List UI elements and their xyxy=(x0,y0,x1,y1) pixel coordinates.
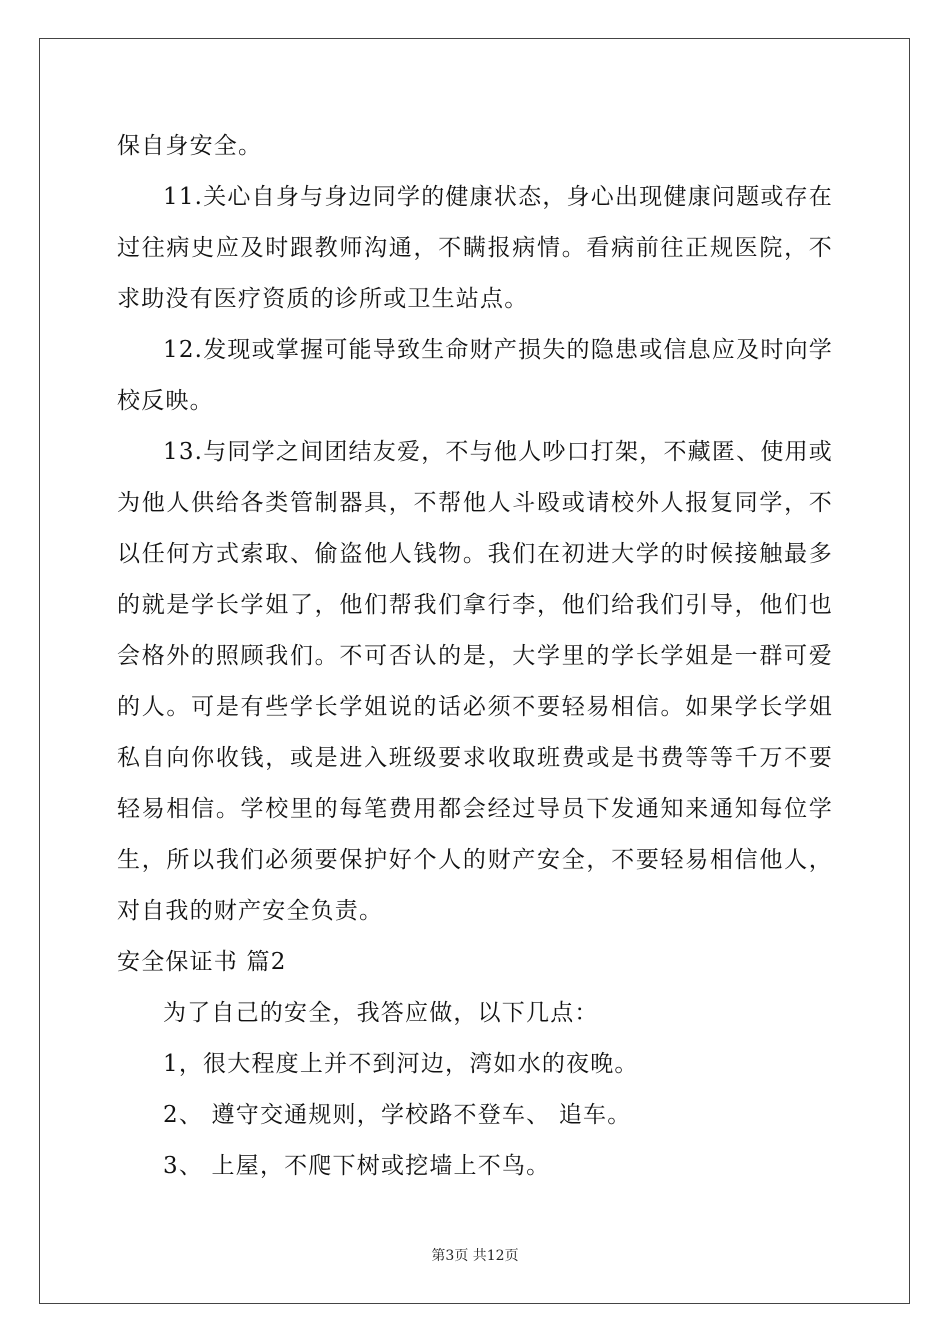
section-intro: 为了自己的安全，我答应做，以下几点： xyxy=(163,1000,599,1026)
section-item-3: 3、 上屋，不爬下树或挖墙上不鸟。 xyxy=(163,1153,551,1179)
paragraph-continuation: 保自身安全。 xyxy=(117,133,263,159)
section-item-1: 1，很大程度上并不到河边，湾如水的夜晚。 xyxy=(163,1051,639,1077)
paragraph-item-12: 12.发现或掌握可能导致生命财产损失的隐患或信息应及时向学校反映。 xyxy=(117,337,833,414)
document-body xyxy=(117,121,833,1192)
section-item-2: 2、 遵守交通规则，学校路不登车、 追车。 xyxy=(163,1102,632,1128)
page-number-footer: 第3页 共12页 xyxy=(431,1248,519,1264)
paragraph-item-13: 13.与同学之间团结友爱，不与他人吵口打架，不藏匿、使用或为他人供给各类管制器具，不帮他人斗殴或请校外人报复同学，不以任何方式索取、偷盗他人钱物。我们在初进大学的时候接触最多的就是学长学姐了，他们帮我们拿行李，他们给我们引导，他们也会格外的照顾我们。不可否认的是，大学里的学长学姐是一群可爱的人。可是有些学长学姐说的话必须不要轻易相信。如果学长学姐私自向你收钱，或是进入班级要求收取班费或是书费等等千万不要轻易相信。学校里的每笔费用都会经过导员下发通知来通知每位学生，所以我们必须要保护好个人的财产安全，不要轻易相信他人，对自我的财产安全负责。 xyxy=(117,439,833,924)
paragraph-item-11: 11.关心自身与身边同学的健康状态，身心出现健康问题或存在过往病史应及时跟教师沟通，不瞒报病情。看病前往正规医院，不求助没有医疗资质的诊所或卫生站点。 xyxy=(117,184,833,312)
section-heading: 安全保证书 篇2 xyxy=(117,949,287,975)
